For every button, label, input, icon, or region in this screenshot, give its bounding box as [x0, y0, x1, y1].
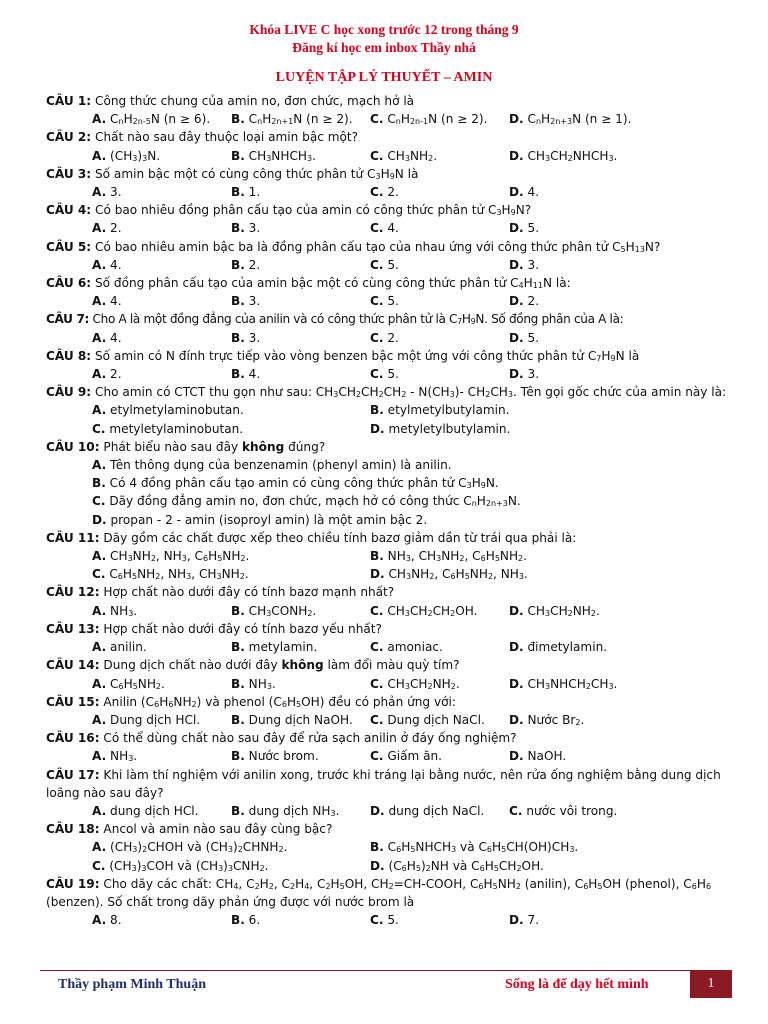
- question-text: Chất nào sau đây thuộc loại amin bậc một?: [95, 130, 359, 145]
- option-b[interactable]: B. 4.: [231, 367, 261, 382]
- option-c[interactable]: C. 5.: [370, 367, 399, 382]
- option-b[interactable]: B. 3.: [231, 294, 261, 309]
- question-label: CÂU 4:: [46, 203, 92, 218]
- question-label: CÂU 7:: [46, 312, 90, 327]
- option-b[interactable]: B. $CH_3CONH_2$.: [231, 603, 317, 618]
- question-label: CÂU 2:: [46, 130, 92, 145]
- option-b[interactable]: B. Dung dịch NaOH.: [231, 712, 353, 727]
- question-16: CÂU 16: Có thể dùng chất nào sau đây để rửa sạch anilin ở đáy ống nghiệm? A. $NH_3$. B. Nước brom. C. Giấm ăn. D. NaOH.: [46, 729, 736, 765]
- option-d[interactable]: D. 5.: [509, 221, 540, 236]
- option-d[interactable]: D. $C_nH_{2n+3}N$ (n ≥ 1).: [509, 112, 632, 127]
- option-c[interactable]: C. $C_nH_{2n-1}N$ (n ≥ 2).: [370, 112, 488, 127]
- option-c[interactable]: C. 2.: [370, 185, 399, 200]
- option-b[interactable]: B. etylmetylbutylamin.: [370, 403, 510, 418]
- option-a[interactable]: A. 2.: [92, 367, 122, 382]
- option-a[interactable]: A. 8.: [92, 913, 122, 928]
- option-c[interactable]: C. 4.: [370, 221, 399, 236]
- option-d[interactable]: D. $CH_3NH_2$, $C_6H_5NH_2$, $NH_3$.: [370, 567, 528, 582]
- option-d[interactable]: D. đimetylamin.: [509, 640, 608, 655]
- question-label: CÂU 12:: [46, 585, 100, 600]
- option-d[interactable]: D. Nước $Br_2$.: [509, 712, 585, 727]
- option-c[interactable]: C. Dung dịch NaCl.: [370, 712, 485, 727]
- question-label: CÂU 5:: [46, 239, 92, 254]
- question-list: [46, 92, 736, 929]
- option-c[interactable]: C. 2.: [370, 330, 399, 345]
- question-label: CÂU 10:: [46, 439, 100, 454]
- question-label: CÂU 16:: [46, 731, 100, 746]
- page-title: LUYỆN TẬP LÝ THUYẾT – AMIN: [275, 70, 493, 85]
- promo-line-1: Khóa LIVE C học xong trước 12 trong tháng 9: [249, 22, 519, 37]
- option-c[interactable]: C. amoniac.: [370, 640, 443, 655]
- question-5: CÂU 5: Có bao nhiêu amin bậc ba là đồng phân cấu tạo của nhau ứng với công thức phân tử $C_5H_{13}N$? A. 4. B. 2. C. 5. D. 3.: [46, 238, 736, 274]
- option-a[interactable]: A. $(CH_3)_2CHOH$ và $(CH_3)_2CHNH_2$.: [92, 840, 288, 855]
- question-text: Công thức chung của amin no, đơn chức, mạch hở là: [95, 94, 415, 108]
- option-d[interactable]: D. $CH_3CH_2NH_2$.: [509, 603, 600, 618]
- option-b[interactable]: B. 3.: [231, 221, 261, 236]
- question-14: CÂU 14: Dung dịch chất nào dưới đây không làm đổi màu quỳ tím? A. $C_6H_5NH_2$. B. $NH_3$. C. $CH_3CH_2NH_2$. D. $CH_3NHCH_2CH_3$.: [46, 656, 736, 692]
- option-c[interactable]: C. metyletylaminobutan.: [92, 421, 244, 436]
- option-c[interactable]: C. Giấm ăn.: [370, 749, 443, 764]
- option-a[interactable]: A. $C_6H_5NH_2$.: [92, 676, 165, 691]
- option-b[interactable]: B. 1.: [231, 185, 261, 200]
- option-c[interactable]: C. nước vôi trong.: [509, 803, 618, 818]
- promo-line-2: Đăng kí học em inbox Thầy nhá: [292, 40, 476, 55]
- question-6: CÂU 6: Số đồng phân cấu tạo của amin bậc một có cùng công thức phân tử $C_4H_{11}N$ là: A. 4. B. 3. C. 5. D. 2.: [46, 274, 736, 310]
- option-a[interactable]: A. 4.: [92, 294, 122, 309]
- question-label: CÂU 15:: [46, 694, 100, 709]
- option-b[interactable]: B. metylamin.: [231, 640, 318, 655]
- option-a[interactable]: A. $(CH_3)_3N$.: [92, 148, 161, 163]
- option-a[interactable]: A. 2.: [92, 221, 122, 236]
- option-b[interactable]: B. $NH_3$.: [231, 676, 276, 691]
- option-b[interactable]: B. $NH_3$, $CH_3NH_2$, $C_6H_5NH_2$.: [370, 549, 527, 564]
- question-7: CÂU 7: Cho A là một đồng đẳng của anilin và có công thức phân tử là $C_7H_9N$. Số đồng phân của A là: A. 4. B. 3. C. 2. D. 5.: [46, 310, 736, 346]
- option-b[interactable]: B. Nước brom.: [231, 749, 319, 764]
- option-c[interactable]: C. 5.: [370, 294, 399, 309]
- question-label: CÂU 11:: [46, 530, 100, 545]
- option-a[interactable]: A. Tên thông dụng của benzenamin (phenyl amin) là anilin.: [92, 458, 452, 473]
- option-b[interactable]: B. 3.: [231, 330, 261, 345]
- option-b[interactable]: B. dung dịch $NH_3$.: [231, 803, 340, 818]
- option-a[interactable]: A. 4.: [92, 330, 122, 345]
- question-18: CÂU 18: Ancol và amin nào sau đây cùng bậc? A. $(CH_3)_2CHOH$ và $(CH_3)_2CHNH_2$. B. $C_6H_5NHCH_3$ và $C_6H_5CH(OH)CH_3$. C. $(CH_3)_3COH$ và $(CH_3)_3CNH_2$. D. $(C_6H_5)_2NH$ và $C_6H_5CH_2OH$.: [46, 820, 736, 875]
- question-11: CÂU 11: Dãy gồm các chất được xếp theo chiều tính bazơ giảm dần từ trái qua phải là: A. $CH_3NH_2$, $NH_3$, $C_6H_5NH_2$. B. $NH_3$, $CH_3NH_2$, $C_6H_5NH_2$. C. $C_6H_5NH_2$, $NH_3$, $CH_3NH_2$. D. $CH_3NH_2$, $C_6H_5NH_2$, $NH_3$.: [46, 529, 736, 584]
- option-d[interactable]: D. dung dịch NaCl.: [370, 803, 485, 818]
- option-d[interactable]: D. 3.: [509, 257, 540, 272]
- question-label: CÂU 13:: [46, 621, 100, 636]
- question-17: CÂU 17: Khi làm thí nghiệm với anilin xong, trước khi tráng lại bằng nước, nên rửa ống nghiệm bằng dung dịch loãng nào sau đây? A. dung dịch HCl. B. dung dịch $NH_3$. D. dung dịch NaCl. C. nước vôi trong.: [46, 766, 736, 821]
- option-a[interactable]: A. dung dịch HCl.: [92, 803, 199, 818]
- option-b[interactable]: B. $CH_3NHCH_3$.: [231, 148, 316, 163]
- question-1: [46, 92, 736, 128]
- option-a[interactable]: A. $C_nH_{2n-5}N$ (n ≥ 6).: [92, 112, 211, 127]
- option-d[interactable]: D. $CH_3CH_2NHCH_3$.: [509, 148, 618, 163]
- option-c[interactable]: C. Dãy đồng đẳng amin no, đơn chức, mạch hở có công thức $C_nH_{2n+3}N$.: [92, 494, 521, 509]
- question-12: CÂU 12: Hợp chất nào dưới đây có tính bazơ mạnh nhất? A. $NH_3$. B. $CH_3CONH_2$. C. $CH_3CH_2CH_2OH$. D. $CH_3CH_2NH_2$.: [46, 583, 736, 619]
- question-label: CÂU 17:: [46, 767, 100, 782]
- question-label: CÂU 9:: [46, 385, 92, 400]
- option-d[interactable]: D. propan - 2 - amin (isoproyl amin) là một amin bậc 2.: [92, 512, 428, 527]
- question-label: CÂU 1:: [46, 94, 92, 108]
- question-15: CÂU 15: Anilin $(C_6H_6NH_2)$ và phenol $(C_6H_5OH)$ đều có phản ứng với: A. Dung dịch HCl. B. Dung dịch NaOH. C. Dung dịch NaCl. D. Nước $Br_2$.: [46, 693, 736, 729]
- option-a[interactable]: A. $NH_3$.: [92, 749, 138, 764]
- option-b[interactable]: B. $C_6H_5NHCH_3$ và $C_6H_5CH(OH)CH_3$.: [370, 840, 579, 855]
- option-d[interactable]: D. $CH_3NHCH_2CH_3$.: [509, 676, 618, 691]
- option-c[interactable]: C. $CH_3CH_2CH_2OH$.: [370, 603, 478, 618]
- option-b[interactable]: B. 6.: [231, 913, 261, 928]
- option-a[interactable]: A. $CH_3NH_2$, $NH_3$, $C_6H_5NH_2$.: [92, 549, 250, 564]
- question-8: CÂU 8: Số amin có N đính trực tiếp vào vòng benzen bậc một ứng với công thức phân tử $C_7H_9N$ là A. 2. B. 4. C. 5. D. 3.: [46, 347, 736, 383]
- question-3: CÂU 3: Số amin bậc một có cùng công thức phân tử $C_3H_9N$ là A. 3. B. 1. C. 2. D. 4.: [46, 165, 736, 201]
- option-b[interactable]: B. 2.: [231, 257, 261, 272]
- question-label: CÂU 6:: [46, 276, 92, 291]
- option-d[interactable]: D. 3.: [509, 367, 540, 382]
- question-label: CÂU 8:: [46, 348, 92, 363]
- option-d[interactable]: D. NaOH.: [509, 749, 567, 764]
- option-d[interactable]: D. 7.: [509, 913, 540, 928]
- option-c[interactable]: C. 5.: [370, 257, 399, 272]
- option-c[interactable]: C. $(CH_3)_3COH$ và $(CH_3)_3CNH_2$.: [92, 858, 269, 873]
- question-13: CÂU 13: Hợp chất nào dưới đây có tính bazơ yếu nhất? A. anilin. B. metylamin. C. amoniac. D. đimetylamin.: [46, 620, 736, 656]
- option-c[interactable]: C. $CH_3CH_2NH_2$.: [370, 676, 460, 691]
- option-b[interactable]: B. $C_nH_{2n+1}N$ (n ≥ 2).: [231, 112, 353, 127]
- page-number: 1: [690, 970, 732, 998]
- footer-slogan: Sống là để dạy hết mình: [505, 977, 649, 992]
- option-a[interactable]: A. 3.: [92, 185, 122, 200]
- option-a[interactable]: A. etylmetylaminobutan.: [92, 403, 244, 418]
- option-a[interactable]: A. 4.: [92, 257, 122, 272]
- option-d[interactable]: D. 5.: [509, 330, 540, 345]
- question-9: CÂU 9: Cho amin có CTCT thu gọn như sau: $CH_3CH_2CH_2CH_2 - N(CH_3)-$ $CH_2CH_3$. Tên gọi gốc chức của amin này là: A. etylmetylaminobutan. B. etylmetylbutylamin. C. metyletylaminobutan. D. metyletylbutylamin.: [46, 383, 736, 438]
- footer-author: Thầy phạm Minh Thuận: [58, 977, 206, 992]
- option-d[interactable]: D. $(C_6H_5)_2NH$ và $C_6H_5CH_2OH$.: [370, 858, 544, 873]
- question-label: CÂU 3:: [46, 166, 92, 181]
- question-10: CÂU 10: Phát biểu nào sau đây không đúng? A. Tên thông dụng của benzenamin (phenyl amin) là anilin. B. Có 4 đồng phân cấu tạo amin có cùng công thức phân tử $C_3H_9N$. C. Dãy đồng đẳng amin no, đơn chức, mạch hở có công thức $C_nH_{2n+3}N$. D. propan - 2 - amin (isoproyl amin) là một amin bậc 2.: [46, 438, 736, 529]
- option-d[interactable]: D. 4.: [509, 185, 540, 200]
- question-2: [46, 128, 736, 164]
- option-c[interactable]: C. 5.: [370, 913, 399, 928]
- question-label: CÂU 19:: [46, 876, 100, 891]
- option-a[interactable]: A. Dung dịch HCl.: [92, 712, 201, 727]
- option-c[interactable]: C. $C_6H_5NH_2$, $NH_3$, $CH_3NH_2$.: [92, 567, 249, 582]
- question-label: CÂU 18:: [46, 822, 100, 837]
- question-label: CÂU 14:: [46, 658, 100, 673]
- option-b[interactable]: B. Có 4 đồng phân cấu tạo amin có cùng công thức phân tử $C_3H_9N$.: [92, 476, 499, 491]
- footer-divider: [40, 970, 690, 971]
- question-4: CÂU 4: Có bao nhiêu đồng phân cấu tạo của amin có công thức phân tử $C_3H_9N$? A. 2. B. 3. C. 4. D. 5.: [46, 201, 736, 237]
- option-c[interactable]: C. $CH_3NH_2$.: [370, 148, 438, 163]
- option-a[interactable]: A. $NH_3$.: [92, 603, 138, 618]
- option-a[interactable]: A. anilin.: [92, 640, 147, 655]
- option-d[interactable]: D. 2.: [509, 294, 540, 309]
- option-d[interactable]: D. metyletylbutylamin.: [370, 421, 511, 436]
- question-19: CÂU 19: Cho dãy các chất: $CH_4$, $C_2H_2$, $C_2H_4$, $C_2H_5OH$, $CH_2=CH$-COOH, $C_6H_5NH_2$ (anilin), $C_6H_5OH$ (phenol), $C_6H_6$ (benzen). Số chất trong dãy phản ứng được với nước brom là A. 8. B. 6. C. 5. D. 7.: [46, 875, 736, 930]
